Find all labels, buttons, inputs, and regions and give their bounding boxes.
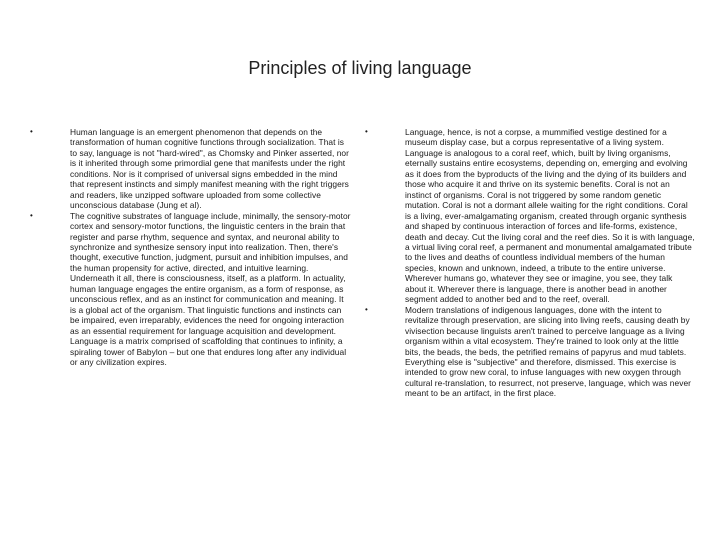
bullet-item	[365, 305, 695, 399]
bullet-text: Modern translations of indigenous languages, done with the intent to revitalize through preservation, are slicing into living reefs, causing death by vivisection because linguists aren't trained to perceive language as a living organism within a vital ecosystem. They're trained to look only at the little bits, the beads, the beds, the petrified remains of papyrus and mud tablets. Everything else is "subjective" and therefore, dismissed. This exercise is intended to grow new coral, to infuse languages with new oxygen through cultural re-translation, to resurrect, not preserve, language, which was never meant to be an artifact, in the first place.	[405, 304, 691, 399]
bullet-text: Human language is an emergent phenomenon that depends on the transformation of human cognitive functions through socialization. That is to say, language is not "hard-wired", as Chomsky and Pinker asserted, nor is it inherited through some primordial gene that manifests under the right conditions. Nor is it comprised of universal signs embedded in the mind that represent instincts and simply manifest meaning with the right triggers and readers, like unzipped software uploaded from some collective unconscious database (Jung et al).	[70, 127, 349, 211]
left-column	[30, 127, 352, 367]
bullet-text: Language, hence, is not a corpse, a mummified vestige destined for a museum display case, but a corpus representative of a living system. Language is analogous to a coral reef, which, built by living organisms, eternally sustains entire ecosystems, depending on, emerging and evolving as it does from the byproducts of the living and the dying of its builders and those who acquire it and thrive on its systemic benefits. Coral is not an instinct of organisms. Coral is not triggered by some random genetic mutation. Coral is not a dormant allele waiting for the right conditions. Coral is a living, ever-amalgamating organism, created through organic synthesis and shaped by continuous interaction of forces and life-forms, existence, death and decay. Cut the living coral and the reef dies. So it is with language, a virtual living coral reef, a permanent and monumental amalgamated tribute to the lives and deaths of countless individual members of the human species, known and unknown, indeed, a tribute to the entire universe. Wherever humans go, whatever they see or imagine, you see, they talk about it. Wherever there is language, there is another bead in another segment added to another bed and to the reef, overall.	[405, 127, 695, 305]
slide-title: Principles of living language	[248, 58, 472, 78]
bullet-icon: •	[365, 127, 368, 136]
bullet-text: The cognitive substrates of language include, minimally, the sensory-motor cortex and sensory-motor functions, the linguistic centers in the brain that register and parse rhythm, sequence and syntax, and neuronal ability to synchronize and synthesize sensory input into realization. Then, there's thought, executive function, judgment, pursuit and inhibition impulses, and the human propensity for active, directed, and intuitive learning. Underneath it all, there is consciousness, itself, as a platform. In actuality, human language engages the entire organism, as a form of response, as unconscious reflex, and as an instinct for communication and meaning. It is a global act of the organism. That linguistic functions and instincts can be impaired, even irreparably, evidences the need for ongoing interaction as an essential requirement for language acquisition and development. Language is a matrix comprised of scaffolding that continues to infinity, a spiraling tower of Babylon – but one that endures long after any individual or any civilization expires.	[70, 210, 351, 367]
bullet-icon: •	[30, 127, 33, 136]
bullet-item	[30, 211, 352, 368]
bullet-icon: •	[365, 304, 368, 314]
bullet-item	[30, 127, 352, 211]
right-column	[365, 127, 695, 399]
bullet-item	[365, 127, 695, 305]
bullet-icon: •	[30, 210, 33, 220]
